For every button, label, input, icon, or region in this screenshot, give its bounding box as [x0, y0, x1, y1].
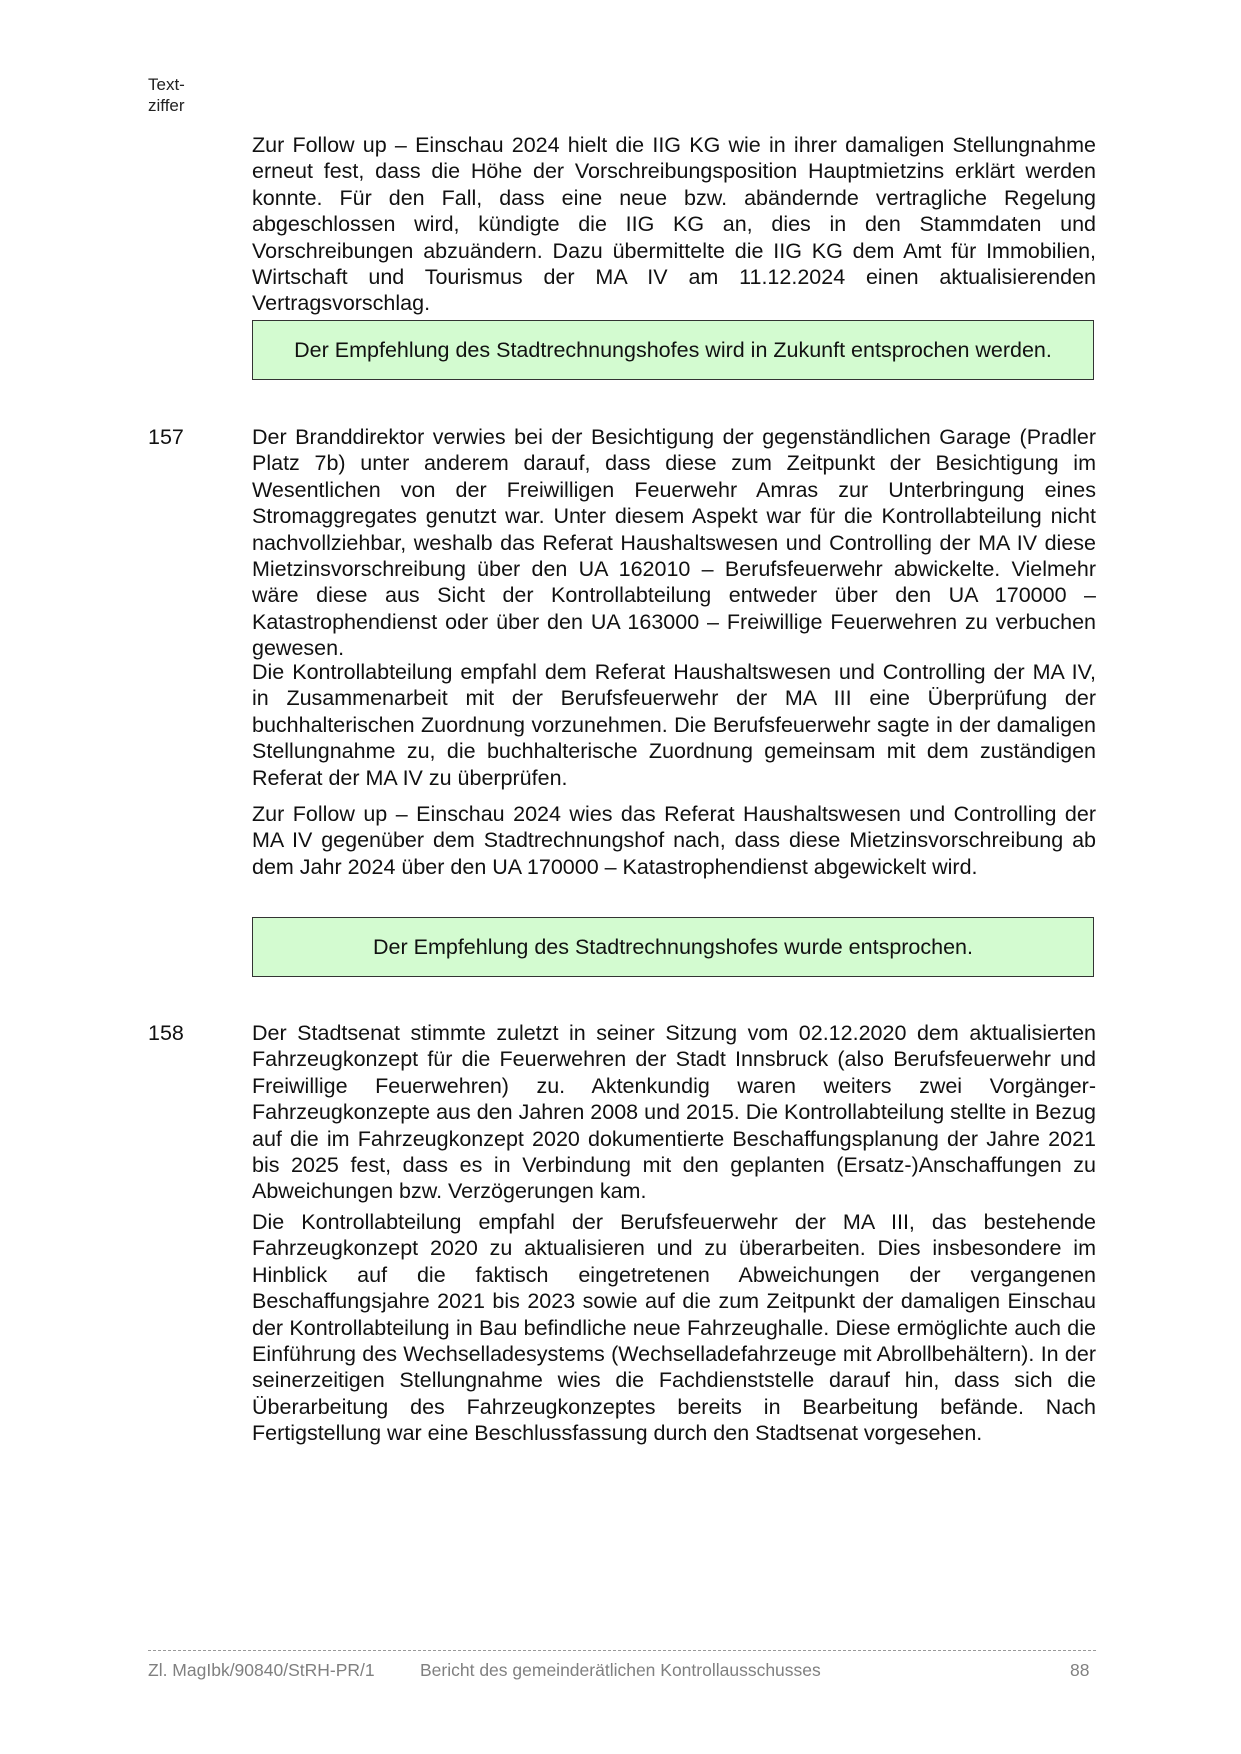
s158-paragraph-1: Der Stadtsenat stimmte zuletzt in seiner Sitzung vom 02.12.2020 dem aktualisierten Fahrzeugkonzept für die Feuerwehren der Stadt Innsbruck (also Berufsfeuerwehr und Freiwillige Feuerwehren) zu. Aktenkundig waren weiters zwei Vorgänger-Fahrzeugkonzepte aus den Jahren 2008 und 2015. Die Kontrollabteilung stellte in Bezug auf die im Fahrzeugkonzept 2020 dokumentierte Beschaffungsplanung der Jahre 2021 bis 2025 fest, dass es in Verbindung mit den geplanten (Ersatz-)Anschaffungen zu Abweichungen bzw. Verzögerungen kam.	[252, 1021, 1096, 1204]
s157-paragraph-1: Der Branddirektor verwies bei der Besichtigung der gegenständlichen Garage (Pradler Platz 7b) unter anderem darauf, dass diese zum Zeitpunkt der Besichtigung im Wesentlichen von der Freiwilligen Feuerwehr Amras zur Unterbringung eines Stromaggregates genutzt war. Unter diesem Aspekt war für die Kontrollabteilung nicht nachvollziehbar, weshalb das Referat Haushaltswesen und Controlling der MA IV diese Mietzinsvorschreibung über den UA 162010 – Berufsfeuerwehr abwickelte. Vielmehr wäre diese aus Sicht der Kontrollabteilung entweder über den UA 170000 – Katastrophendienst oder über den UA 163000 – Freiwillige Feuerwehren zu verbuchen gewesen.	[252, 425, 1096, 661]
s158-paragraph-2: Die Kontrollabteilung empfahl der Berufsfeuerwehr der MA III, das bestehende Fahrzeugkonzept 2020 zu aktualisieren und zu überarbeiten. Dies insbesondere im Hinblick auf die faktisch eingetretenen Abweichungen der vergangenen Beschaffungsjahre 2021 bis 2023 sowie auf die zum Zeitpunkt der damaligen Einschau der Kontrollabteilung in Bau befindliche neue Fahrzeughalle. Diese ermöglichte auch die Einführung des Wechselladesystems (Wechselladefahrzeuge mit Abrollbehältern). In der seinerzeitigen Stellungnahme wies die Fachdienststelle darauf hin, dass sich die Überarbeitung des Fahrzeugkonzeptes bereits in Bearbeitung befände. Nach Fertigstellung war eine Beschlussfassung durch den Stadtsenat vorgesehen.	[252, 1210, 1096, 1446]
section-number-157: 157	[148, 425, 184, 449]
recommendation-box-2: Der Empfehlung des Stadtrechnungshofes wurde entsprochen.	[252, 917, 1094, 977]
footer-title: Bericht des gemeinderätlichen Kontrollausschusses	[420, 1660, 821, 1680]
s157-paragraph-2: Die Kontrollabteilung empfahl dem Referat Haushaltswesen und Controlling der MA IV, in Zusammenarbeit mit der Berufsfeuerwehr der MA III eine Überprüfung der buchhalterischen Zuordnung vorzunehmen. Die Berufsfeuerwehr sagte in der damaligen Stellungnahme zu, die buchhalterische Zuordnung gemeinsam mit dem zuständigen Referat der MA IV zu überprüfen.	[252, 660, 1096, 790]
footer-divider	[148, 1650, 1096, 1651]
section-number-158: 158	[148, 1021, 184, 1045]
margin-label	[148, 74, 185, 116]
intro-paragraph: Zur Follow up – Einschau 2024 hielt die IIG KG wie in ihrer damaligen Stellungnahme erneut fest, dass die Höhe der Vorschreibungsposition Hauptmietzins erklärt werden konnte. Für den Fall, dass eine neue bzw. abändernde vertragliche Regelung abgeschlossen wird, kündigte die IIG KG an, dies in den Stammdaten und Vorschreibungen abzuändern. Dazu übermittelte die IIG KG dem Amt für Immobilien, Wirtschaft und Tourismus der MA IV am 11.12.2024 einen aktualisierenden Vertragsvorschlag.	[252, 133, 1096, 316]
recommendation-box-1: Der Empfehlung des Stadtrechnungshofes wird in Zukunft entsprochen werden.	[252, 320, 1094, 380]
footer-reference: Zl. MagIbk/90840/StRH-PR/1	[148, 1660, 375, 1680]
margin-label-line2: ziffer	[148, 96, 185, 115]
s157-paragraph-3: Zur Follow up – Einschau 2024 wies das Referat Haushaltswesen und Controlling der MA IV gegenüber dem Stadtrechnungshof nach, dass diese Mietzinsvorschreibung ab dem Jahr 2024 über den UA 170000 – Katastrophendienst abgewickelt wird.	[252, 802, 1096, 879]
page-number: 88	[1070, 1660, 1090, 1680]
margin-label-line1: Text-	[148, 75, 185, 94]
